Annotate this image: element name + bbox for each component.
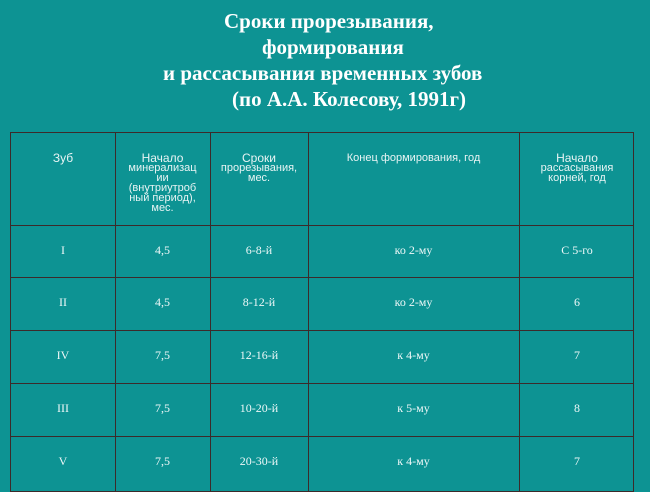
row-divider <box>11 277 633 278</box>
title-line-3: и рассасывания временных зубов <box>163 61 483 85</box>
col-divider <box>519 133 520 491</box>
header-mineralization-line: (внутриутроб <box>128 182 197 194</box>
header-tooth-label: Зуб <box>52 151 74 165</box>
cell-erupt: 20-30-й <box>239 454 279 468</box>
col-divider <box>210 133 211 491</box>
header-resorption <box>519 153 635 183</box>
row-divider <box>11 436 633 437</box>
header-end-formation <box>308 153 519 163</box>
cell-mineral: 7,5 <box>155 401 170 415</box>
header-resorption-line: корней, год <box>548 172 606 184</box>
cell-tooth: III <box>57 401 69 415</box>
cell-erupt: 10-20-й <box>239 401 279 415</box>
header-mineralization-line: ный период), <box>129 192 196 204</box>
header-mineralization-line: мес. <box>151 202 174 214</box>
cell-end: к 5-му <box>397 401 430 415</box>
header-mineralization-line: Начало <box>141 151 184 165</box>
cell-tooth: IV <box>56 348 70 362</box>
cell-tooth: V <box>58 454 68 468</box>
cell-mineral: 7,5 <box>155 348 170 362</box>
title-line-2: формирования <box>262 35 404 59</box>
header-mineralization-line: минерализац <box>128 162 197 174</box>
cell-tooth: I <box>61 243 65 257</box>
header-eruption-line: прорезывания, <box>220 162 298 174</box>
header-mineralization <box>115 153 210 213</box>
cell-end: ко 2-му <box>394 243 433 257</box>
cell-resorb: С 5-го <box>561 243 593 257</box>
cell-resorb: 8 <box>574 401 580 415</box>
title-line-4: (по А.А. Колесову, 1991г) <box>232 87 467 111</box>
row-divider <box>11 383 633 384</box>
cell-erupt: 8-12-й <box>242 295 276 309</box>
cell-mineral: 4,5 <box>155 243 170 257</box>
cell-mineral: 4,5 <box>155 295 170 309</box>
header-eruption-line: Сроки <box>242 151 276 165</box>
row-divider <box>11 225 633 226</box>
cell-resorb: 7 <box>574 454 580 468</box>
teeth-table <box>10 132 634 492</box>
header-resorption-line: Начало <box>556 151 598 165</box>
header-mineralization-line: ии <box>156 172 169 184</box>
header-tooth <box>11 153 115 163</box>
cell-erupt: 12-16-й <box>239 348 279 362</box>
cell-erupt: 6-8-й <box>245 243 273 257</box>
header-end-formation-label: Конец формирования, год <box>346 152 481 164</box>
cell-end: ко 2-му <box>394 295 433 309</box>
cell-mineral: 7,5 <box>155 454 170 468</box>
header-eruption-line: мес. <box>247 172 271 184</box>
cell-end: к 4-му <box>397 454 430 468</box>
col-divider <box>308 133 309 491</box>
cell-resorb: 6 <box>574 295 580 309</box>
cell-resorb: 7 <box>574 348 580 362</box>
header-eruption <box>210 153 308 183</box>
row-divider <box>11 330 633 331</box>
header-resorption-line: рассасывания <box>540 162 614 174</box>
cell-tooth: II <box>59 295 67 309</box>
title-line-1: Сроки прорезывания, <box>224 9 434 33</box>
cell-end: к 4-му <box>397 348 430 362</box>
